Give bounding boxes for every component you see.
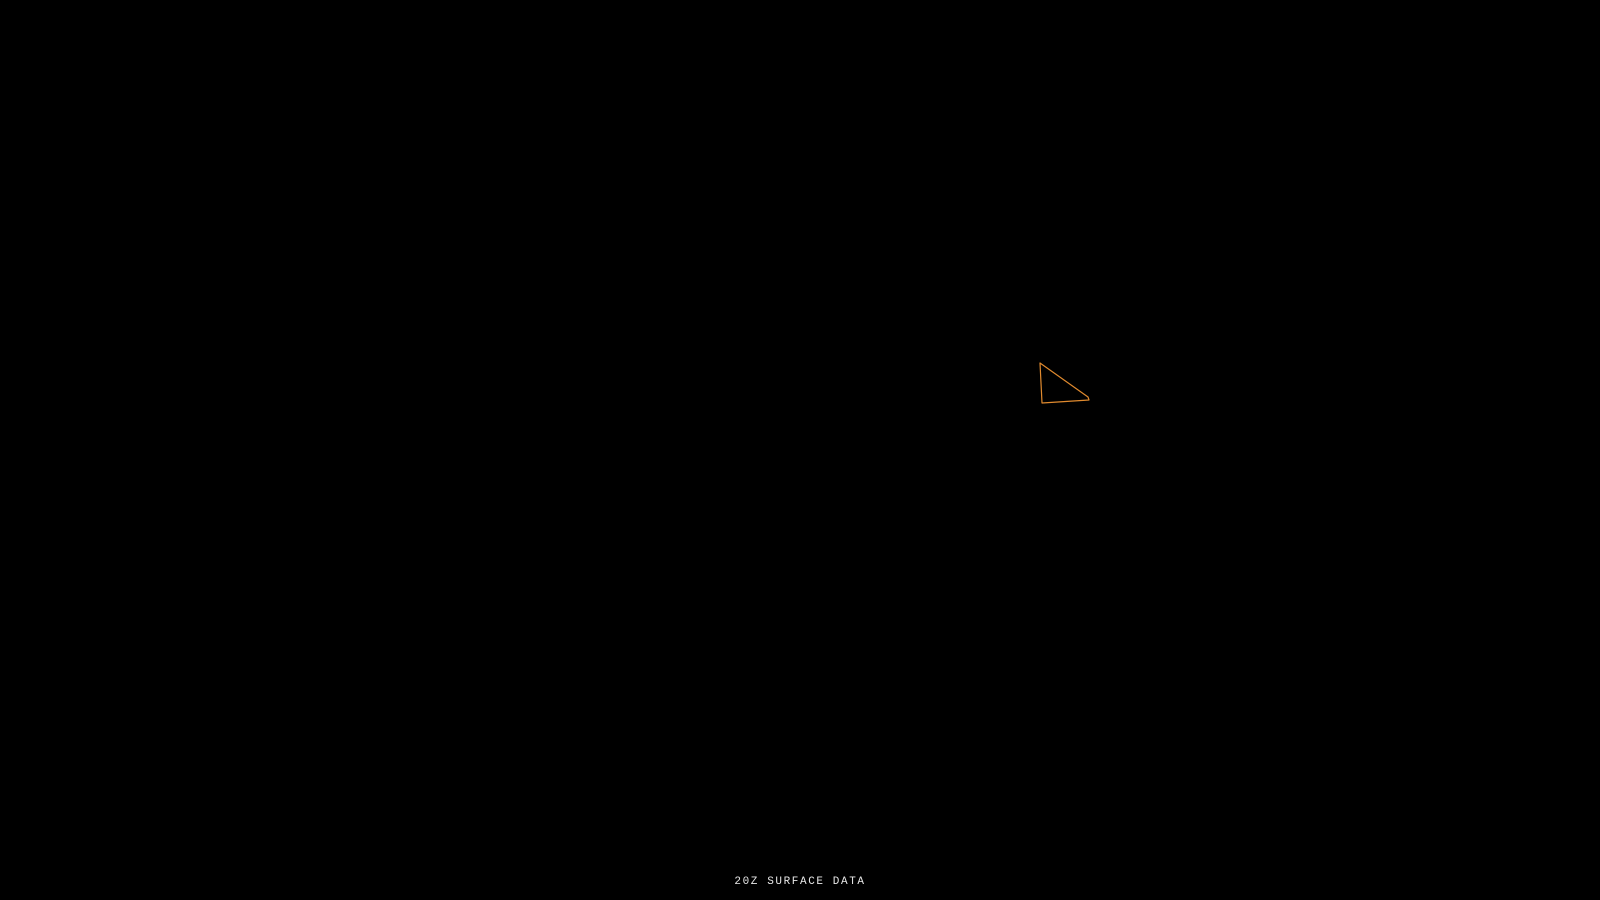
map-caption-label: 20Z SURFACE DATA bbox=[734, 876, 866, 888]
region-outline-polygon[interactable] bbox=[1040, 363, 1089, 403]
